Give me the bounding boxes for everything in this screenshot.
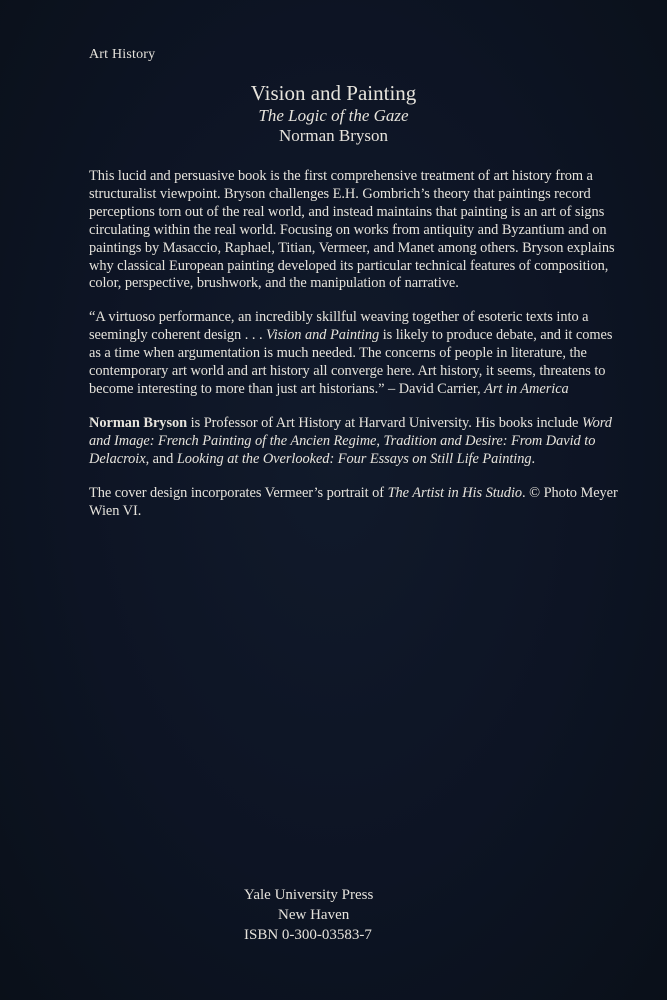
book-title: Vision and Painting — [250, 81, 417, 105]
blurb-text — [89, 168, 625, 536]
bio-author-name: Norman Bryson — [89, 414, 188, 431]
description-paragraph: This lucid and persuasive book is the first comprehensive treatment of art history from a structuralist viewpoint. Bryson challenges E.H. Gombrich’s theory that paintings record perceptions torn out of the real world, and instead maintains that painting is an art of signs circulating within the real world. Focusing on works from antiquity and Byzantium and on paintings by Masaccio, Raphael, Titian, Vermeer, and Manet among others. Bryson explains why classical European painting developed its particular technical features of composition, color, perspective, brushwork, and the manipulation of narrative. — [89, 168, 615, 292]
book-author: Norman Bryson — [278, 126, 389, 145]
bio-separator-2: , and — [145, 450, 177, 467]
publisher-block — [244, 885, 373, 945]
cover-credit — [89, 485, 625, 521]
publisher-name: Yale University Press — [244, 887, 374, 903]
review-text-2: is likely to produce debate, and it comes as a time when argumentation is much needed. The concerns of people in literature, the contemporary art world and art history all converge here. Art history, it seems, threatens to become interesting to more than just art historians.” – David Carrier, — [89, 327, 613, 397]
credit-text-1: The cover design incorporates Vermeer’s portrait of — [89, 484, 388, 501]
bio-book-1: Word and Image: French Painting of the Ancien Regime — [89, 414, 612, 449]
credit-text-2: . © Photo Meyer Wien VI. — [89, 484, 618, 519]
credit-painting-title: The Artist in His Studio — [387, 484, 523, 501]
category-label: Art History — [89, 47, 156, 62]
isbn-number: ISBN 0-300-03583-7 — [244, 927, 372, 943]
title-block — [0, 80, 667, 146]
bio-text: is Professor of Art History at Harvard University. His books include — [187, 414, 582, 431]
bio-separator-1: , — [376, 432, 384, 449]
review-book-title: Vision and Painting — [266, 327, 380, 344]
bio-end: . — [531, 450, 536, 467]
review-text-1: “A virtuoso performance, an incredibly skillful weaving together of esoteric texts into a seemingly coherent design . . . — [89, 309, 589, 344]
review-source: Art in America — [484, 380, 569, 397]
book-subtitle: The Logic of the Gaze — [258, 106, 409, 125]
bio-book-3: Looking at the Overlooked: Four Essays on Still Life Painting — [176, 450, 532, 467]
publisher-city: New Haven — [278, 907, 350, 923]
bio-book-2: Tradition and Desire: From David to Delacroix — [89, 432, 596, 467]
review-quote — [89, 309, 625, 399]
author-bio — [89, 415, 625, 469]
